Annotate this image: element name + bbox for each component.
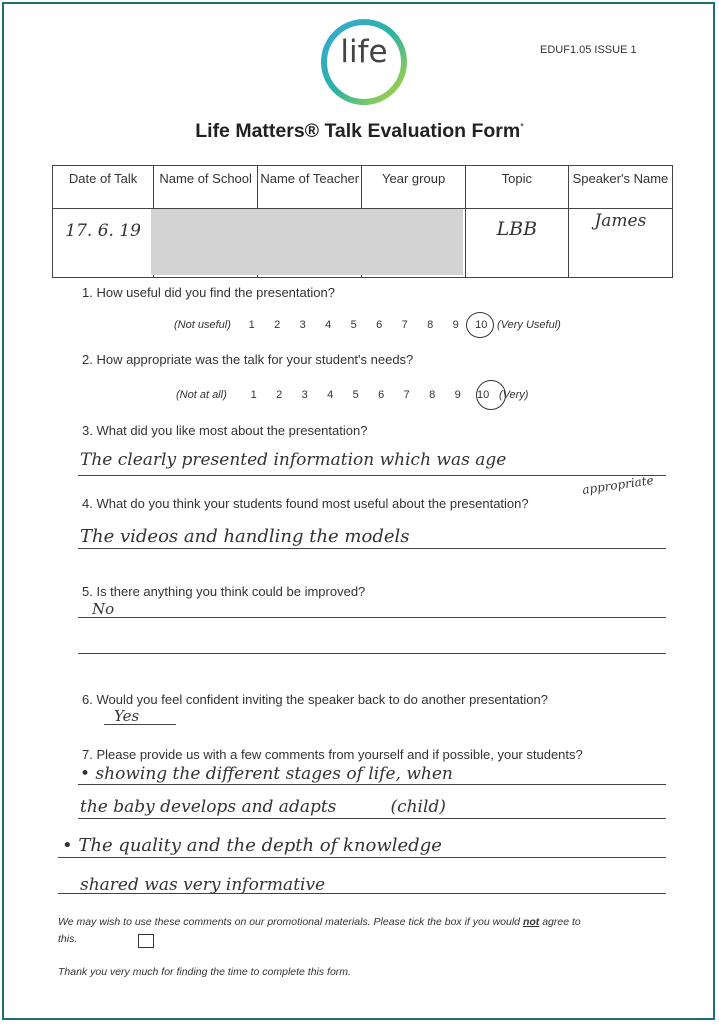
scale-1-selection-circle [466, 312, 494, 338]
document-code: EDUF1.05 ISSUE 1 [540, 44, 637, 56]
topic-value: LBB [465, 209, 568, 278]
answer-3-line [78, 475, 666, 476]
col-speaker-header: Speaker's Name [568, 166, 672, 209]
answer-6: Yes [114, 707, 140, 725]
answer-3-continuation: appropriate [581, 473, 655, 497]
scale-1-low-label: (Not useful) [174, 319, 231, 331]
question-4: 4. What do you think your students found most useful about the presentation? [82, 496, 529, 511]
answer-5-line-2 [78, 653, 666, 654]
scale-1-option[interactable]: 1 [248, 319, 255, 331]
answer-4: The videos and handling the models [80, 526, 410, 547]
answer-6-line [104, 724, 176, 725]
scale-2-option[interactable]: 7 [403, 389, 410, 401]
scale-1-option[interactable]: 6 [376, 319, 383, 331]
scale-2-option-selected[interactable]: 10 [477, 389, 490, 401]
scale-1-option-selected[interactable]: 10 [475, 319, 488, 331]
col-school-header: Name of School [154, 166, 258, 209]
scale-1-option[interactable]: 7 [401, 319, 408, 331]
answer-7-line-3: • The quality and the depth of knowledge [62, 835, 442, 856]
rating-scale-1 [174, 319, 561, 331]
do-not-agree-checkbox[interactable] [138, 934, 154, 948]
scale-2-selection-circle [476, 380, 506, 410]
answer-7-rule-2 [78, 818, 666, 819]
scale-1-option[interactable]: 2 [274, 319, 281, 331]
question-3: 3. What did you like most about the presentation? [82, 423, 368, 438]
thank-you-note: Thank you very much for finding the time to complete this form. [58, 966, 351, 978]
question-7: 7. Please provide us with a few comments from yourself and if possible, your students? [82, 747, 583, 762]
consent-note-line-2: this. [58, 933, 78, 945]
col-topic-header: Topic [465, 166, 568, 209]
scale-2-high-label: (Very) [498, 389, 529, 401]
redaction-block [151, 209, 463, 275]
scale-2-option[interactable]: 5 [352, 389, 359, 401]
scale-2-option[interactable]: 8 [429, 389, 436, 401]
scale-1-option[interactable]: 4 [325, 319, 332, 331]
answer-7-line-2: the baby develops and adapts (child) [80, 797, 446, 817]
question-2: 2. How appropriate was the talk for your student's needs? [82, 352, 414, 367]
col-teacher-header: Name of Teacher [258, 166, 362, 209]
answer-7-rule-3 [58, 857, 666, 858]
answer-7-rule-4 [58, 893, 666, 894]
answer-4-line [78, 548, 666, 549]
consent-note-emphasis: not [522, 916, 540, 928]
consent-note [58, 916, 678, 928]
form-title-mark: * [520, 121, 524, 132]
scale-2-option[interactable]: 2 [276, 389, 283, 401]
answer-7-rule-1 [78, 784, 666, 785]
answer-7-line-1: • showing the different stages of life, when [80, 764, 453, 784]
scale-2-option[interactable]: 3 [301, 389, 308, 401]
answer-7-line-4: shared was very informative [80, 875, 326, 895]
form-title-text: Life Matters® Talk Evaluation Form [195, 120, 521, 142]
answer-5-line-1 [78, 617, 666, 618]
page-border [2, 2, 715, 1020]
answer-3: The clearly presented information which was age [80, 450, 507, 470]
scale-2-low-label: (Not at all) [176, 389, 227, 401]
scale-2-option[interactable]: 4 [327, 389, 334, 401]
scale-1-high-label: (Very Useful) [497, 319, 561, 331]
scale-2-option[interactable]: 6 [378, 389, 385, 401]
scale-2-option[interactable]: 1 [250, 389, 257, 401]
scale-2-option[interactable]: 9 [454, 389, 461, 401]
form-title [0, 120, 719, 143]
scale-1-option[interactable]: 5 [350, 319, 357, 331]
consent-note-text-end: agree to [539, 916, 581, 928]
speaker-value: James [568, 209, 672, 278]
scale-1-option[interactable]: 8 [427, 319, 434, 331]
scale-1-option[interactable]: 9 [452, 319, 459, 331]
question-1: 1. How useful did you find the presentation? [82, 285, 335, 300]
consent-note-text: We may wish to use these comments on our promotional materials. Please tick the box if you would [58, 916, 523, 928]
question-5: 5. Is there anything you think could be improved? [82, 584, 366, 599]
col-date-header: Date of Talk [53, 166, 154, 209]
logo-text: life [340, 34, 388, 70]
answer-5: No [92, 600, 115, 618]
date-value: 17. 6. 19 [53, 209, 154, 278]
question-6: 6. Would you feel confident inviting the speaker back to do another presentation? [82, 692, 548, 707]
scale-1-option[interactable]: 3 [299, 319, 306, 331]
col-year-header: Year group [362, 166, 465, 209]
